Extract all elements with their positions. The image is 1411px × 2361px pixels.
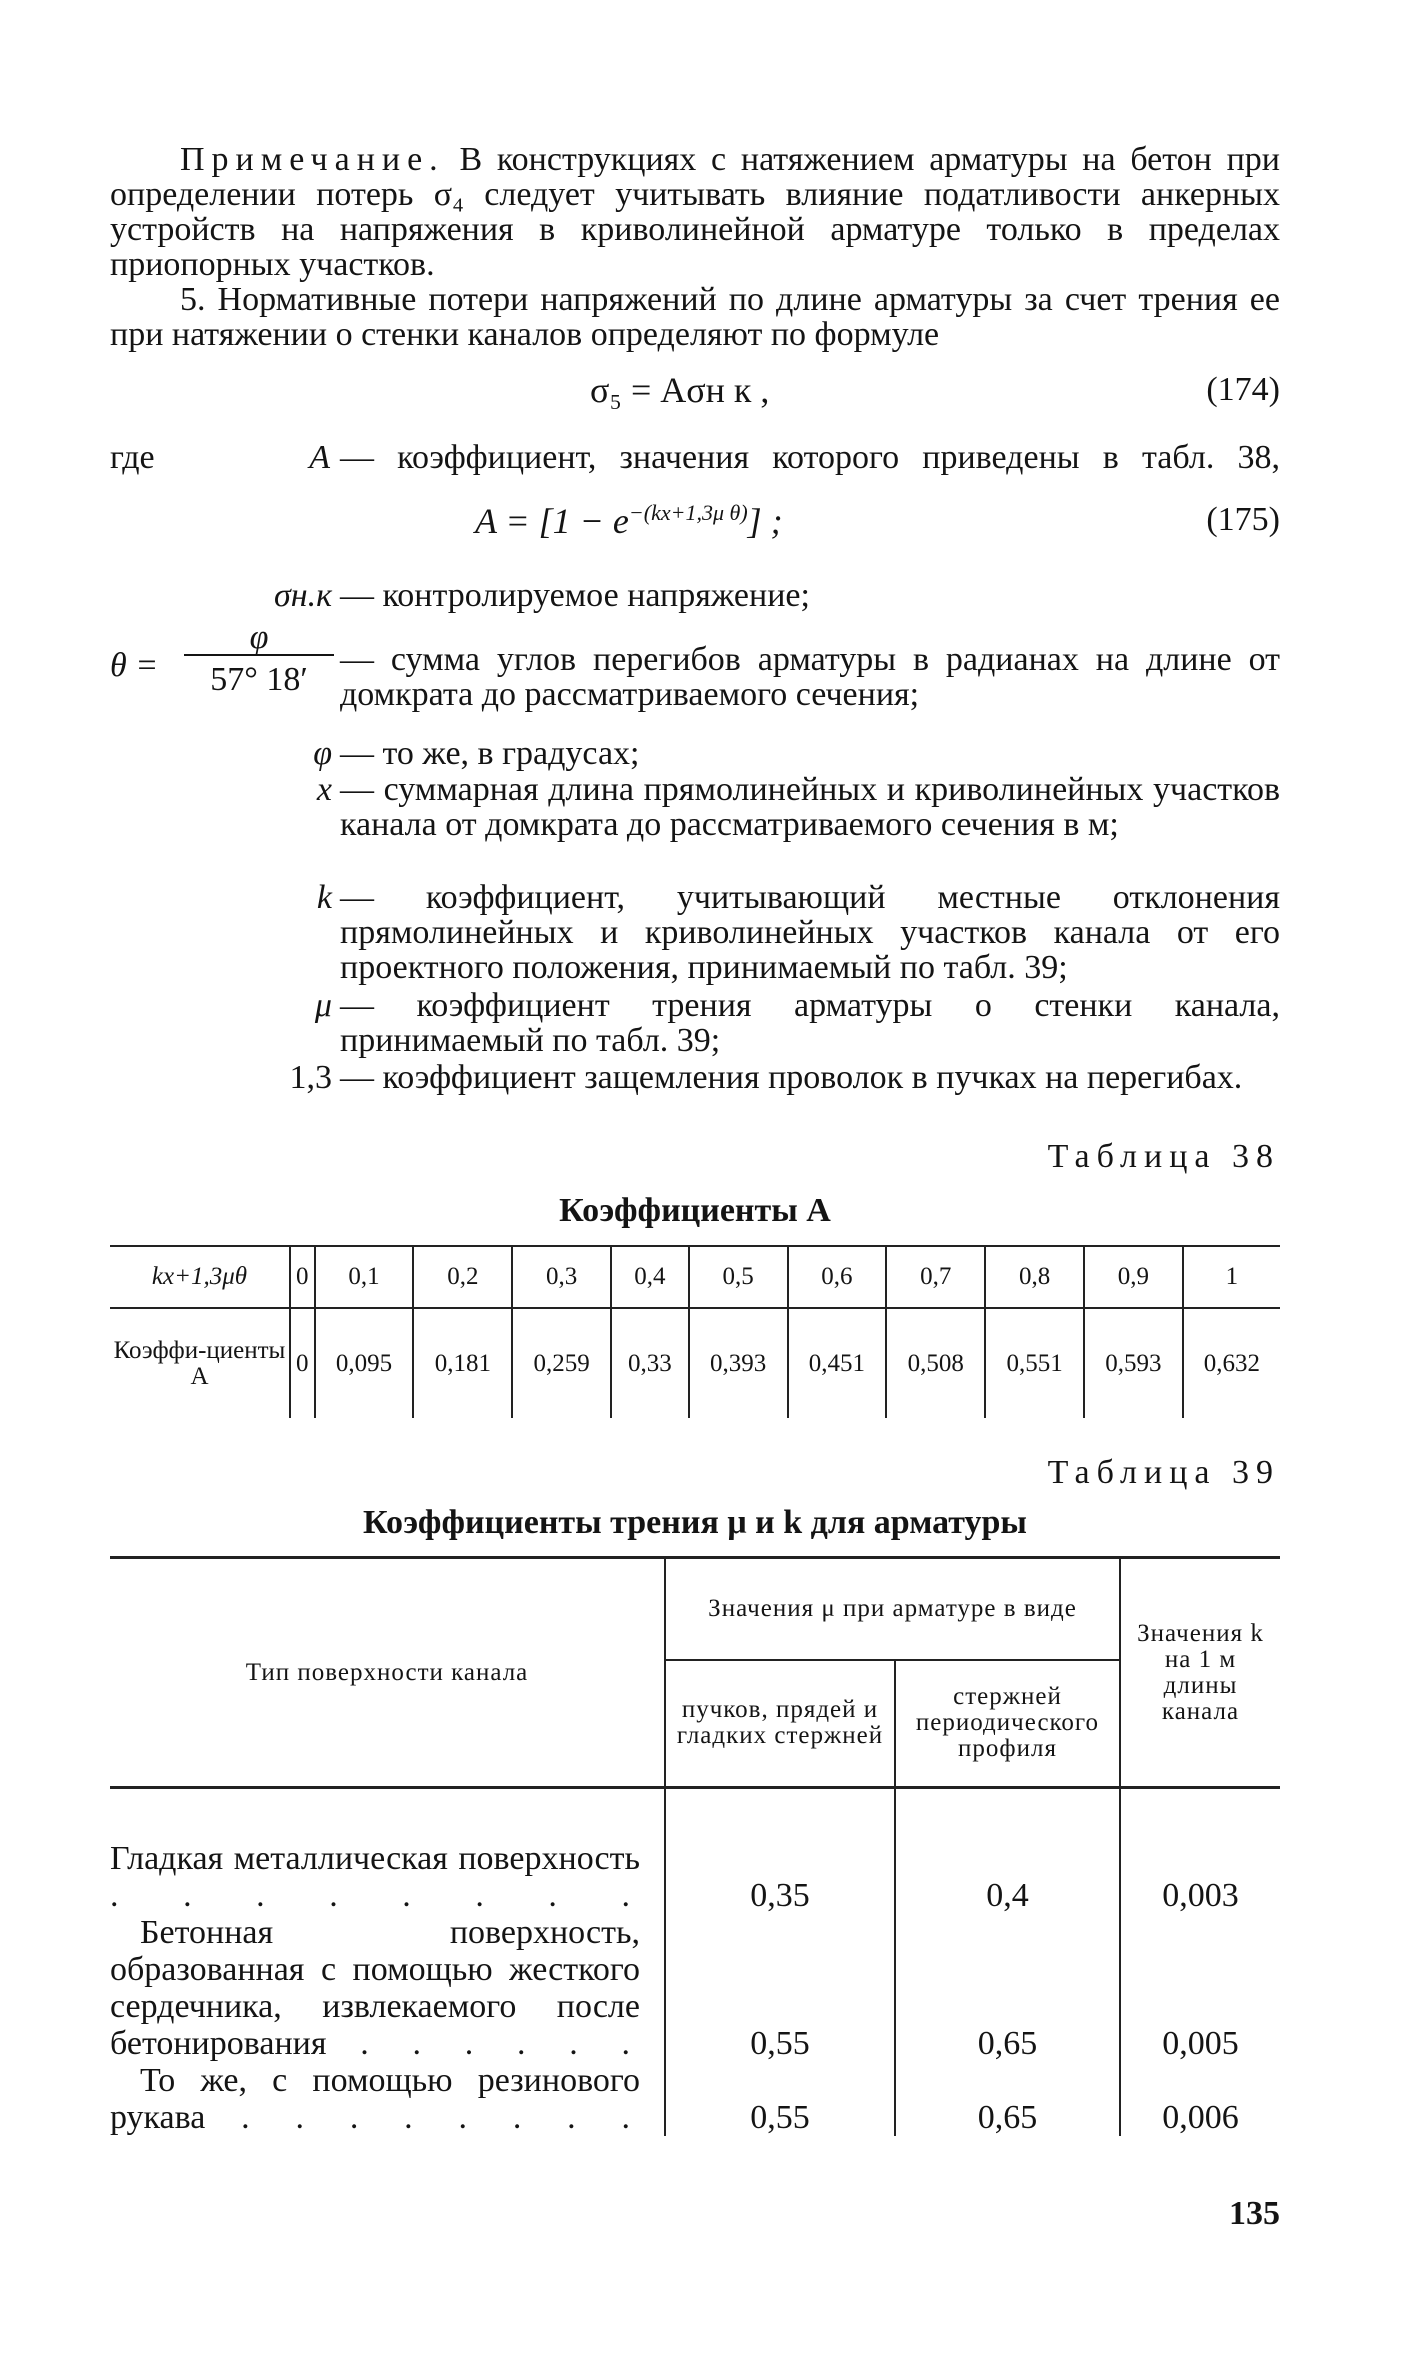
def-text: — сумма углов перегибов арматуры в радианах на длине от домкрата до рассматриваемого сечения; (340, 641, 1280, 713)
def-symbol: k (316, 879, 332, 916)
table-cell: 0,393 (689, 1308, 788, 1418)
table-cell: 0,7 (886, 1246, 985, 1308)
table-row (110, 1914, 1280, 2062)
def-symbol: x (316, 771, 332, 808)
table-cell: 0,3 (512, 1246, 611, 1308)
table-cell: 0,593 (1084, 1308, 1183, 1418)
table-cell: 0,4 (611, 1246, 689, 1308)
table-header-cell: kx+1,3μθ (110, 1246, 290, 1308)
theta-symbol: θ = (110, 647, 159, 684)
table-cell: 0,508 (886, 1308, 985, 1418)
def-text: — контролируемое напряжение; (340, 577, 810, 614)
row-surface-name: Бетонная поверхность, образованная с помощью жесткого сердечника, извлекаемого после бетонирования . . . . . . (110, 1913, 640, 2062)
paragraph-5: 5. Нормативные потери напряжений по длине арматуры за счет трения ее при натяжении о стенки каналов определяют по формуле (110, 281, 1280, 353)
table-cell: 0,8 (985, 1246, 1084, 1308)
def-row-theta (110, 619, 1280, 713)
column-header-mu-2: стержней периодического профиля (895, 1660, 1120, 1788)
equation-175-left: A = [1 − e (475, 501, 629, 541)
def-a-text: — коэффициент, значения которого приведены в табл. 38, (340, 439, 1280, 476)
def-text: — то же, в градусах; (340, 735, 640, 772)
where-label: где (110, 439, 155, 476)
def-text: — суммарная длина прямолинейных и криволинейных участков канала от домкрата до рассматриваемого сечения в м; (340, 771, 1280, 843)
page-number: 135 (1229, 2195, 1280, 2232)
table-header-cell: Коэффи-циенты A (113, 1336, 286, 1390)
equation-175-right: ] ; (747, 501, 783, 541)
def-text: — коэффициент, учитывающий местные отклонения прямолинейных и криволинейных участков канала от его проектного положения, принимаемый по табл. 39; (340, 879, 1280, 986)
table-cell-k: 0,005 (1120, 1914, 1280, 2062)
table-39 (110, 1556, 1280, 2136)
note-label: Примечание. (180, 141, 445, 178)
table-cell: 0 (290, 1246, 315, 1308)
fraction-bar (184, 654, 334, 656)
table-cell: 0 (290, 1308, 315, 1418)
table-38 (110, 1245, 1280, 1418)
table-row (110, 1246, 1280, 1308)
table-cell-mu2: 0,4 (895, 1788, 1120, 1914)
equation-175 (475, 493, 783, 541)
table-cell: 0,551 (985, 1308, 1084, 1418)
table-cell-mu1: 0,35 (665, 1788, 895, 1914)
def-text: — коэффициент защемления проволок в пучках на перегибах. (340, 1059, 1243, 1096)
table-cell-mu1: 0,55 (665, 2062, 895, 2136)
def-symbol: 1,3 (289, 1059, 332, 1096)
table-cell-mu1: 0,55 (665, 1914, 895, 2062)
table-cell: 0,2 (413, 1246, 512, 1308)
table-39-title: Коэффициенты трения μ и k для арматуры (363, 1504, 1027, 1541)
table-cell: 0,259 (512, 1308, 611, 1418)
table-header-row (110, 1558, 1280, 1660)
theta-numerator: φ (249, 619, 269, 656)
equation-174: σ₅ = Aσн к , (590, 370, 770, 410)
table-cell-k: 0,006 (1120, 2062, 1280, 2136)
theta-denominator: 57° 18′ (210, 661, 308, 698)
def-symbol: φ (313, 735, 332, 772)
row-surface-name: То же, с помощью резинового рукава . . . . . . . . (110, 2061, 640, 2136)
equation-175-exp: −(kx+1,3μ θ) (628, 500, 748, 525)
table-cell-mu2: 0,65 (895, 1914, 1120, 2062)
table-cell: 0,1 (315, 1246, 414, 1308)
table-cell: 0,451 (788, 1308, 887, 1418)
table-row (110, 2062, 1280, 2136)
table-38-title: Коэффициенты A (559, 1192, 831, 1229)
column-header-mu-1: пучков, прядей и гладких стержней (665, 1660, 895, 1788)
table-cell: 0,33 (611, 1308, 689, 1418)
table-row (110, 1788, 1280, 1914)
table-39-caption: Таблица 39 (1047, 1454, 1280, 1491)
equation-174-number: (174) (1206, 371, 1280, 408)
table-cell-k: 0,003 (1120, 1788, 1280, 1914)
table-cell: 0,9 (1084, 1246, 1183, 1308)
note-text: В конструкциях с натяжением арматуры на бетон при определении потерь σ₄ следует учитывать влияние податливости анкерных устройств на напряжения в криволинейной арматуре только в пределах приопорных участков. (110, 141, 1280, 283)
def-symbol: μ (314, 987, 332, 1024)
table-row (110, 1308, 1280, 1418)
table-cell: 1 (1183, 1246, 1280, 1308)
column-header-mu: Значения μ при арматуре в виде (665, 1558, 1120, 1660)
def-text: — коэффициент трения арматуры о стенки канала, принимаемый по табл. 39; (340, 987, 1280, 1059)
def-symbol: σн.к (273, 577, 332, 614)
note-paragraph (110, 142, 1280, 282)
table-cell: 0,632 (1183, 1308, 1280, 1418)
column-header-type: Тип поверхности канала (110, 1558, 665, 1788)
table-cell: 0,5 (689, 1246, 788, 1308)
document-page (110, 0, 1280, 2361)
equation-175-number: (175) (1206, 501, 1280, 538)
table-cell-mu2: 0,65 (895, 2062, 1120, 2136)
row-surface-name: Гладкая металлическая поверхность . . . . . . . . (110, 1839, 640, 1914)
def-a-symbol: A (309, 439, 330, 476)
table-cell: 0,181 (413, 1308, 512, 1418)
table-cell: 0,095 (315, 1308, 414, 1418)
table-cell: 0,6 (788, 1246, 887, 1308)
column-header-k: Значения k на 1 м длины канала (1120, 1558, 1280, 1788)
table-38-caption: Таблица 38 (1047, 1138, 1280, 1175)
